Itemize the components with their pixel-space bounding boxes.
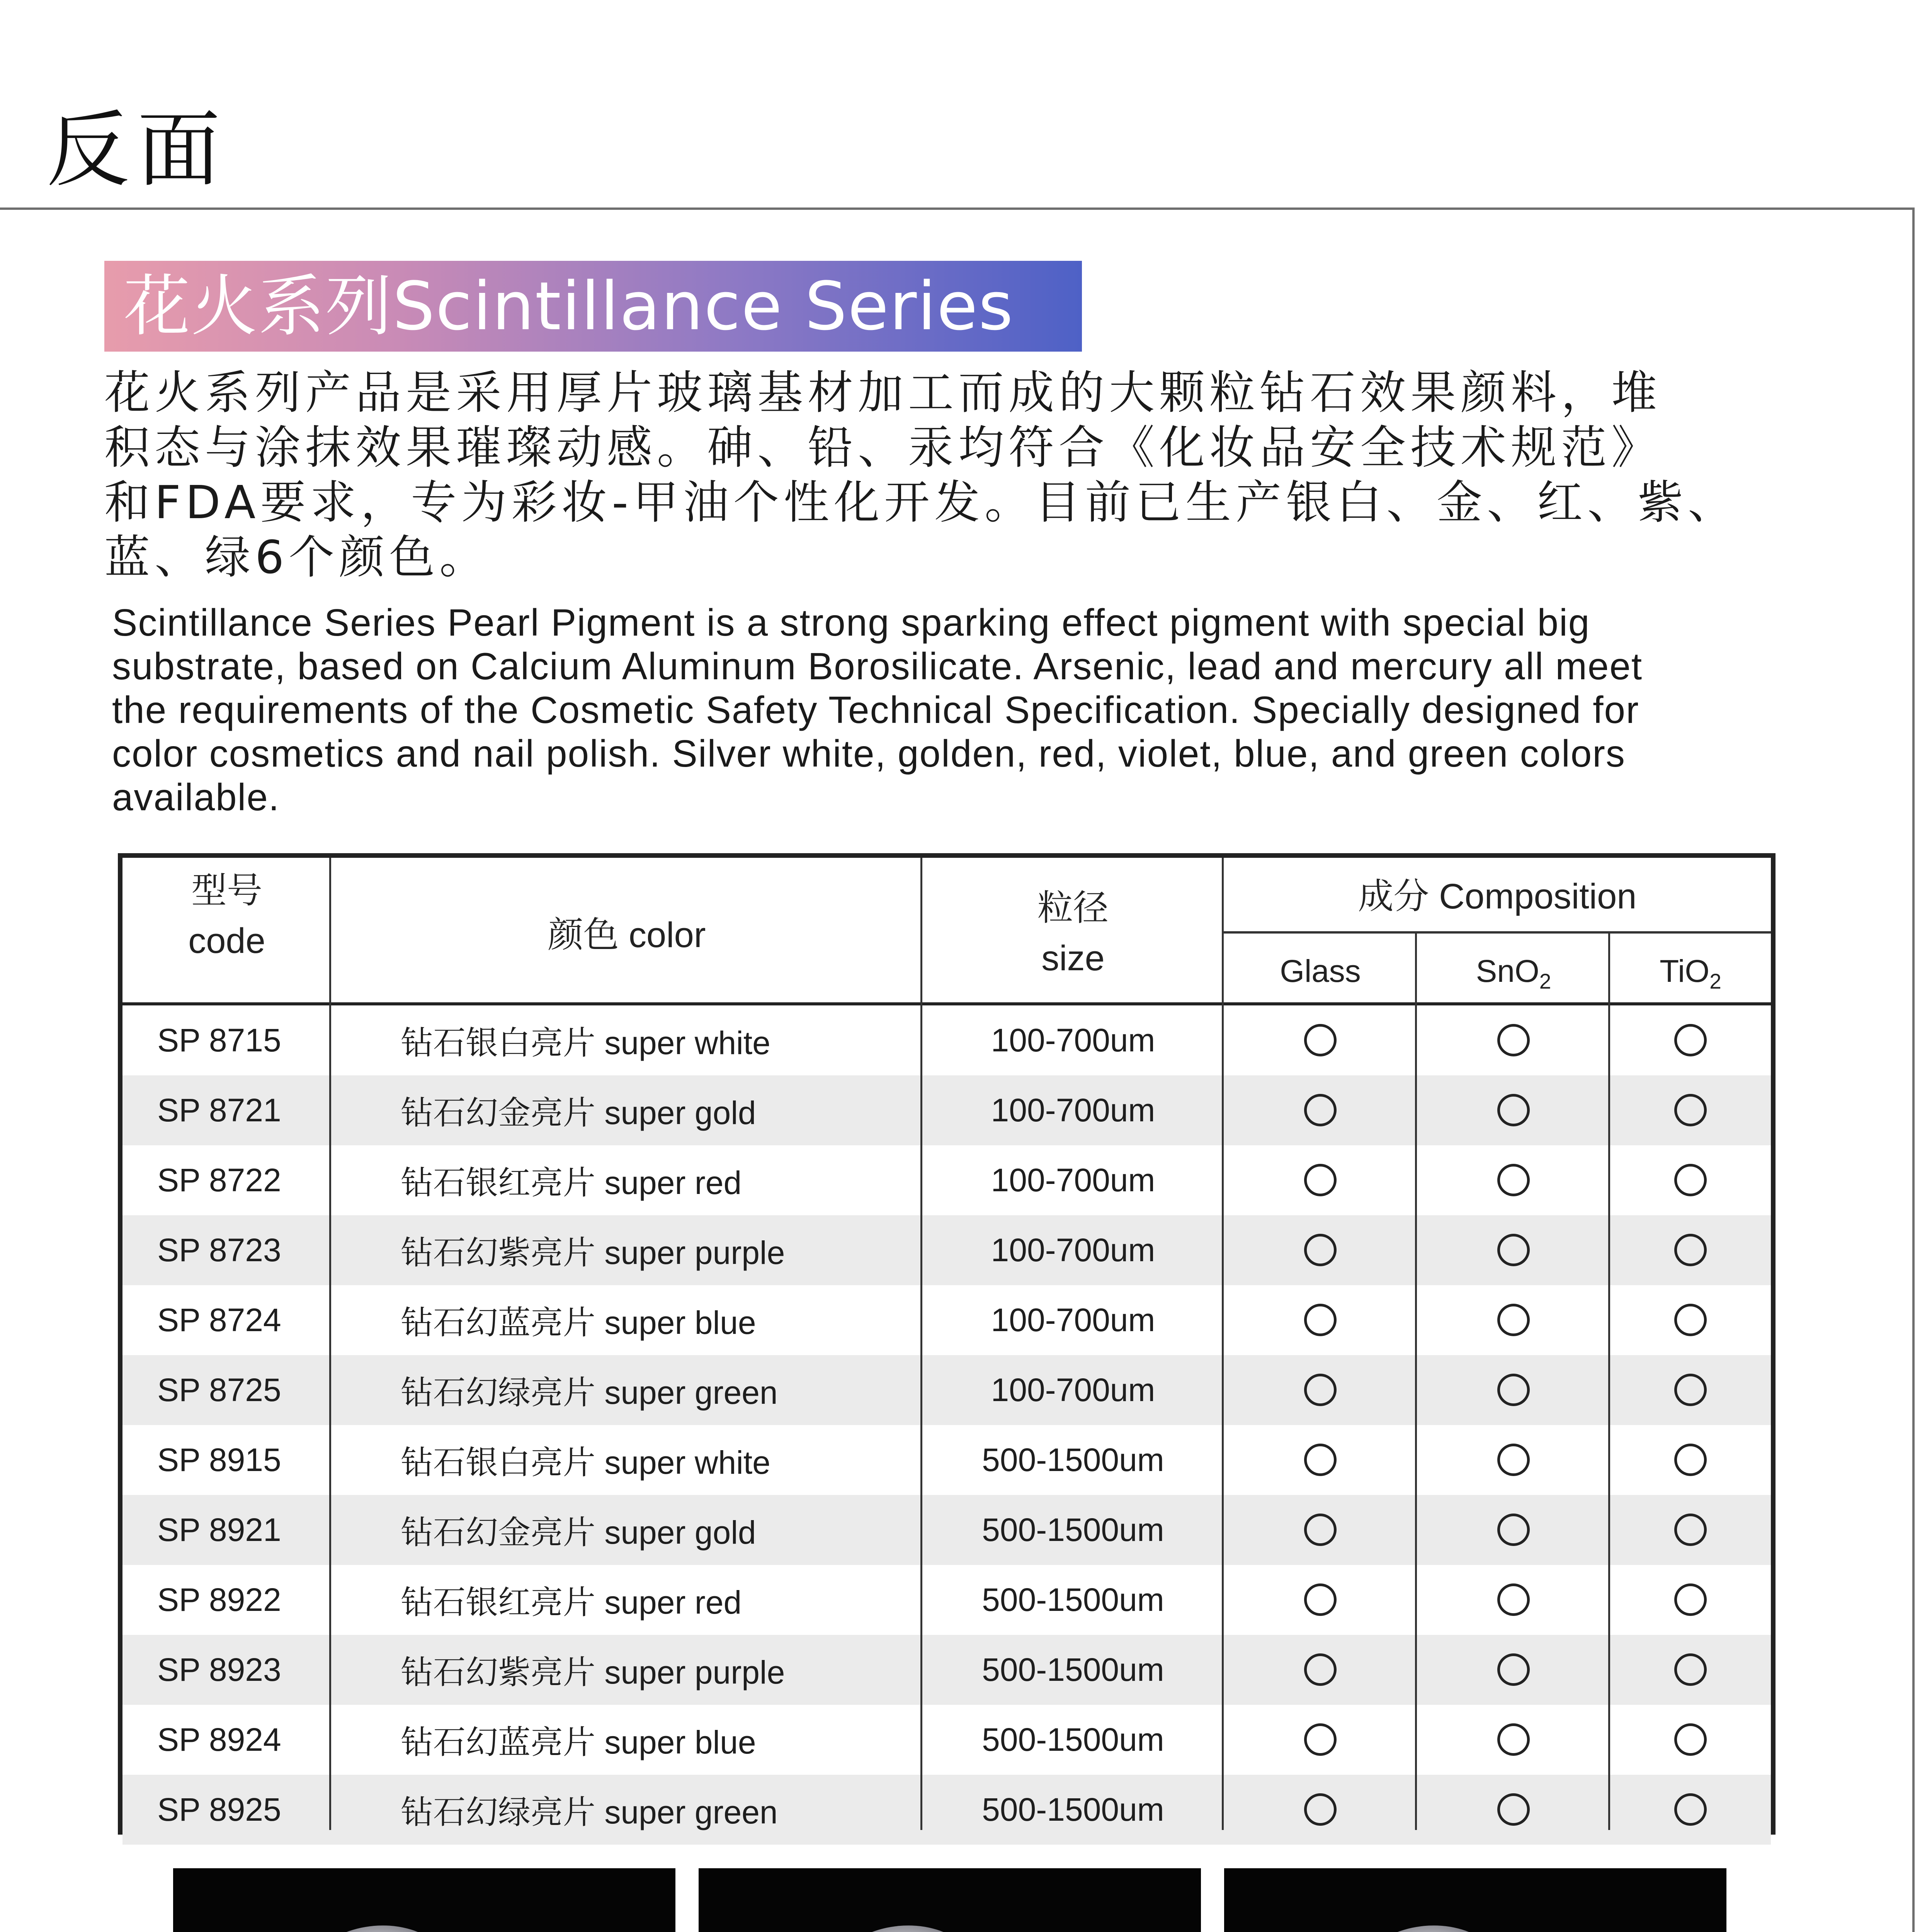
composition-tio2-circle: [1674, 1793, 1707, 1826]
composition-sno2-circle: [1497, 1304, 1530, 1336]
composition-tio2-circle: [1674, 1723, 1707, 1756]
composition-tio2-circle: [1674, 1444, 1707, 1476]
cell-size: 100-700um: [991, 1372, 1155, 1408]
composition-sno2-circle: [1497, 1374, 1530, 1406]
cell-code: SP 8715: [157, 1022, 281, 1058]
cell-code: SP 8921: [157, 1512, 281, 1548]
column-divider: [329, 858, 331, 1830]
cell-code: SP 8922: [157, 1582, 281, 1618]
spec-table: [118, 853, 1776, 1835]
intro-english: [112, 601, 1812, 819]
header-sno2: SnO$_2$: [1476, 954, 1551, 993]
cell-color: 钻石银红亮片 super red: [401, 1584, 742, 1621]
header-size-cn: 粒径: [1037, 888, 1109, 928]
table-row: [122, 1215, 1771, 1285]
table-header: [122, 858, 1771, 1005]
composition-glass-circle: [1304, 1444, 1337, 1476]
composition-glass-circle: [1304, 1024, 1337, 1056]
cell-code: SP 8924: [157, 1721, 281, 1758]
composition-glass-circle: [1304, 1514, 1337, 1546]
intro-chinese: [104, 365, 1843, 585]
cell-size: 100-700um: [991, 1302, 1155, 1338]
composition-glass-circle: [1304, 1164, 1337, 1196]
cell-size: 500-1500um: [982, 1582, 1164, 1618]
composition-glass-circle: [1304, 1374, 1337, 1406]
table-row: [122, 1355, 1771, 1425]
intro-en-line: color cosmetics and nail polish. Silver white, golden, red, violet, blue, and green colors: [112, 732, 1626, 775]
composition-glass-circle: [1304, 1653, 1337, 1686]
composition-tio2-circle: [1674, 1374, 1707, 1406]
composition-sno2-circle: [1497, 1234, 1530, 1266]
composition-glass-circle: [1304, 1304, 1337, 1336]
column-divider: [1222, 858, 1224, 1830]
cell-size: 100-700um: [991, 1092, 1155, 1128]
cell-code: SP 8925: [157, 1791, 281, 1828]
cell-color: 钻石幻蓝亮片 super blue: [401, 1304, 756, 1341]
cell-color: 钻石幻金亮片 super gold: [401, 1095, 756, 1131]
frame-top-rule: [0, 207, 1915, 210]
page-heading: 反面: [46, 101, 228, 198]
intro-cn-line: 和FDA要求，专为彩妆-甲油个性化开发。目前已生产银白、金、红、紫、: [104, 476, 1738, 529]
cell-code: SP 8923: [157, 1651, 281, 1688]
composition-sno2-circle: [1497, 1164, 1530, 1196]
product-photo-red: [1224, 1868, 1726, 1932]
composition-glass-circle: [1304, 1583, 1337, 1616]
table-row: [122, 1775, 1771, 1845]
cell-size: 500-1500um: [982, 1442, 1164, 1478]
product-photo-silver-white: [173, 1868, 675, 1932]
cell-color: 钻石银白亮片 super white: [401, 1025, 770, 1061]
cell-code: SP 8724: [157, 1302, 281, 1338]
cell-color: 钻石幻绿亮片 super green: [401, 1374, 778, 1411]
table-row: [122, 1285, 1771, 1355]
table-row: [122, 1705, 1771, 1775]
jar-image: [1327, 1910, 1527, 1932]
series-title-banner: [104, 261, 1082, 352]
composition-tio2-circle: [1674, 1583, 1707, 1616]
table-row: [122, 1565, 1771, 1635]
cell-color: 钻石幻蓝亮片 super blue: [401, 1724, 756, 1760]
composition-divider: [1224, 931, 1771, 934]
cell-color: 钻石幻紫亮片 super purple: [401, 1654, 785, 1690]
composition-glass-circle: [1304, 1094, 1337, 1126]
table-row: [122, 1075, 1771, 1145]
intro-cn-line: 花火系列产品是采用厚片玻璃基材加工而成的大颗粒钻石效果颜料，堆: [104, 366, 1662, 419]
series-title: 花火系列Scintillance Series: [124, 267, 1014, 345]
composition-tio2-circle: [1674, 1094, 1707, 1126]
composition-tio2-circle: [1674, 1234, 1707, 1266]
intro-en-line: substrate, based on Calcium Aluminum Borosilicate. Arsenic, lead and mercury all meet: [112, 645, 1643, 687]
cell-size: 500-1500um: [982, 1721, 1164, 1758]
cell-code: SP 8723: [157, 1232, 281, 1268]
table-row: [122, 1635, 1771, 1705]
composition-tio2-circle: [1674, 1653, 1707, 1686]
composition-tio2-circle: [1674, 1304, 1707, 1336]
intro-en-line: Scintillance Series Pearl Pigment is a strong sparking effect pigment with special big: [112, 601, 1590, 644]
composition-sno2-circle: [1497, 1723, 1530, 1756]
product-photo-gold: [699, 1868, 1201, 1932]
composition-tio2-circle: [1674, 1514, 1707, 1546]
column-divider: [1608, 931, 1610, 1830]
intro-en-line: available.: [112, 776, 280, 818]
frame-right-rule: [1912, 207, 1915, 1932]
cell-color: 钻石幻紫亮片 super purple: [401, 1235, 785, 1271]
cell-code: SP 8725: [157, 1372, 281, 1408]
composition-sno2-circle: [1497, 1653, 1530, 1686]
cell-size: 100-700um: [991, 1232, 1155, 1268]
header-glass: Glass: [1280, 954, 1361, 989]
cell-color: 钻石幻金亮片 super gold: [401, 1514, 756, 1551]
cell-code: SP 8721: [157, 1092, 281, 1128]
composition-sno2-circle: [1497, 1793, 1530, 1826]
composition-glass-circle: [1304, 1234, 1337, 1266]
header-size-en: size: [1041, 939, 1105, 978]
cell-color: 钻石银白亮片 super white: [401, 1444, 770, 1481]
composition-sno2-circle: [1497, 1514, 1530, 1546]
jar-image: [801, 1910, 1001, 1932]
column-divider: [1415, 931, 1417, 1830]
cell-size: 500-1500um: [982, 1651, 1164, 1688]
header-code-en: code: [188, 921, 265, 961]
cell-code: SP 8722: [157, 1162, 281, 1198]
composition-glass-circle: [1304, 1723, 1337, 1756]
intro-cn-line: 积态与涂抹效果璀璨动感。砷、铅、汞均符合《化妆品安全技术规范》: [104, 421, 1662, 474]
composition-glass-circle: [1304, 1793, 1337, 1826]
table-row: [122, 1005, 1771, 1075]
column-divider: [920, 858, 922, 1830]
table-row: [122, 1145, 1771, 1215]
cell-color: 钻石银红亮片 super red: [401, 1165, 742, 1201]
header-code-cn: 型号: [191, 871, 262, 910]
table-row: [122, 1425, 1771, 1495]
composition-sno2-circle: [1497, 1024, 1530, 1056]
table-row: [122, 1495, 1771, 1565]
jar-image: [276, 1910, 476, 1932]
intro-en-line: the requirements of the Cosmetic Safety Technical Specification. Specially designed for: [112, 689, 1639, 731]
intro-cn-line: 蓝、绿6个颜色。: [104, 531, 490, 584]
header-color: 颜色 color: [548, 915, 706, 955]
header-composition: 成分 Composition: [1358, 877, 1637, 916]
composition-sno2-circle: [1497, 1094, 1530, 1126]
cell-size: 500-1500um: [982, 1791, 1164, 1828]
composition-tio2-circle: [1674, 1164, 1707, 1196]
cell-size: 100-700um: [991, 1022, 1155, 1058]
cell-size: 500-1500um: [982, 1512, 1164, 1548]
composition-sno2-circle: [1497, 1583, 1530, 1616]
cell-color: 钻石幻绿亮片 super green: [401, 1794, 778, 1830]
cell-code: SP 8915: [157, 1442, 281, 1478]
header-tio2: TiO$_2$: [1660, 954, 1721, 993]
cell-size: 100-700um: [991, 1162, 1155, 1198]
composition-sno2-circle: [1497, 1444, 1530, 1476]
composition-tio2-circle: [1674, 1024, 1707, 1056]
